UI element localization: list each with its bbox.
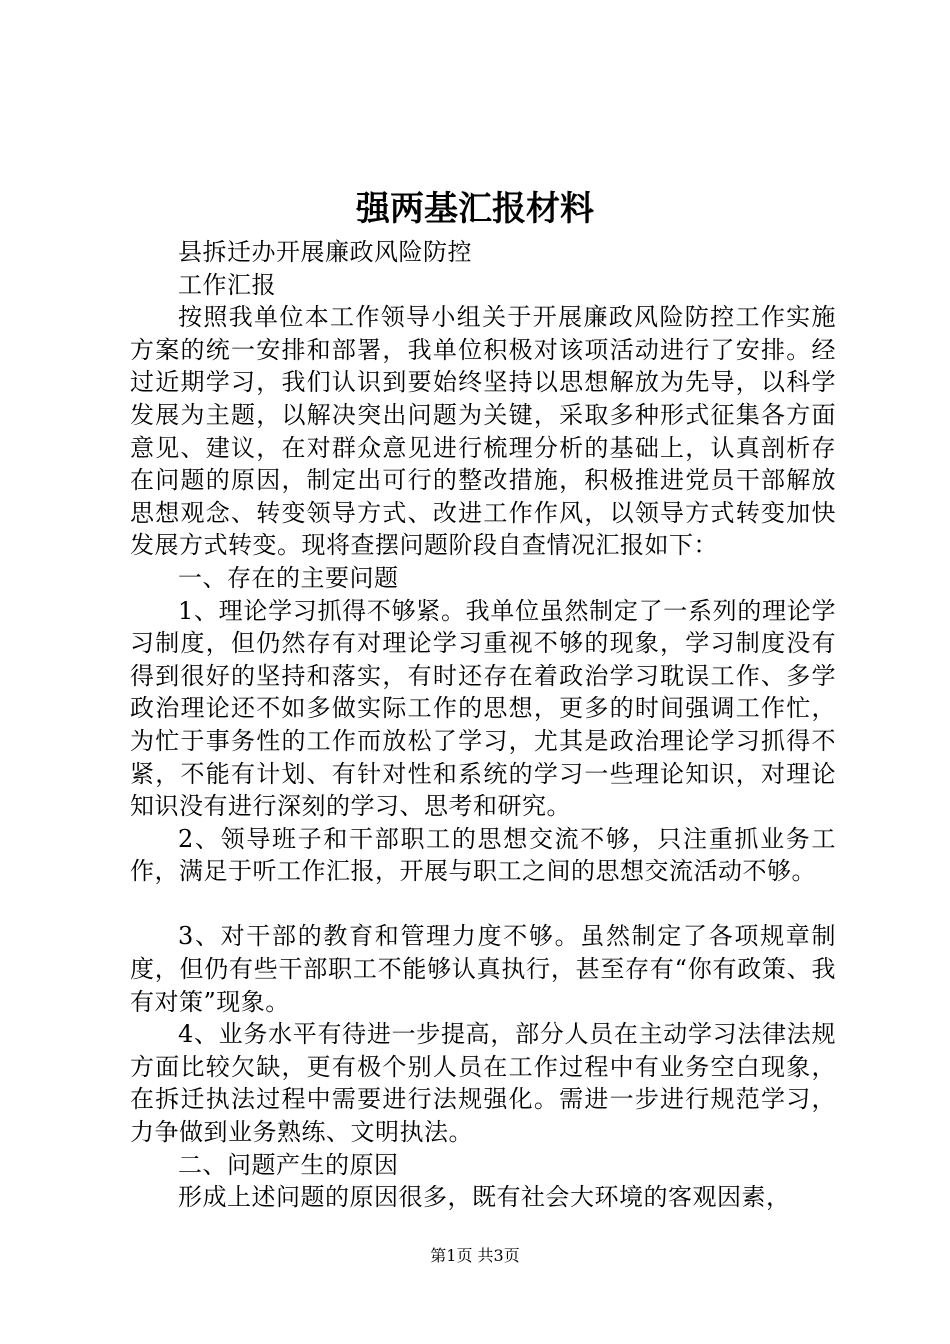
section-heading-2: 二、问题产生的原因 — [178, 1150, 399, 1179]
paragraph-issue-4: 4、业务水平有待进一步提高，部分人员在主动学习法律法规方面比较欠缺，更有极个别人员在工作过程中有业务空白现象，在拆迁执法过程中需要进行法规强化。需进一步进行规范学习，力争做到业务熟练、文明执法。 — [130, 1020, 836, 1147]
blank-line — [130, 888, 836, 921]
paragraph-issue-1: 1、理论学习抓得不够紧。我单位虽然制定了一系列的理论学习制度，但仍然存有对理论学习重视不够的现象，学习制度没有得到很好的坚持和落实，有时还存在着政治学习耽误工作、多学政治理论还不如多做实际工作的思想，更多的时间强调工作忙，为忙于事务性的工作而放松了学习，尤其是政治理论学习抓得不紧，不能有计划、有针对性和系统的学习一些理论知识，对理论知识没有进行深刻的学习、思考和研究。 — [130, 596, 836, 821]
paragraph-subtitle-2: 工作汇报 — [178, 270, 276, 299]
page-footer: 第1页 共3页 — [430, 1246, 520, 1265]
document-body — [130, 236, 836, 1214]
paragraph-subtitle-1: 县拆迁办开展廉政风险防控 — [178, 238, 472, 266]
paragraph-intro: 按照我单位本工作领导小组关于开展廉政风险防控工作实施方案的统一安排和部署，我单位积极对该项活动进行了安排。经过近期学习，我们认识到要始终坚持以思想解放为先导，以科学发展为主题，以解决突出问题为关键，采取多种形式征集各方面意见、建议，在对群众意见进行梳理分析的基础上，认真剖析存在问题的原因，制定出可行的整改措施，积极推进党员干部解放思想观念、转变领导方式、改进工作作风，以领导方式转变加快发展方式转变。现将查摆问题阶段自查情况汇报如下： — [130, 303, 836, 560]
section-heading-1: 一、存在的主要问题 — [178, 563, 399, 592]
paragraph-causes: 形成上述问题的原因很多，既有社会大环境的客观因素， — [178, 1183, 791, 1212]
document-title: 强两基汇报材料 — [356, 189, 594, 229]
paragraph-issue-3: 3、对干部的教育和管理力度不够。虽然制定了各项规章制度，但仍有些干部职工不能够认真执行，甚至存有“你有政策、我有对策”现象。 — [130, 922, 836, 1016]
paragraph-issue-2: 2、领导班子和干部职工的思想交流不够，只注重抓业务工作，满足于听工作汇报，开展与职工之间的思想交流活动不够。 — [130, 824, 836, 886]
